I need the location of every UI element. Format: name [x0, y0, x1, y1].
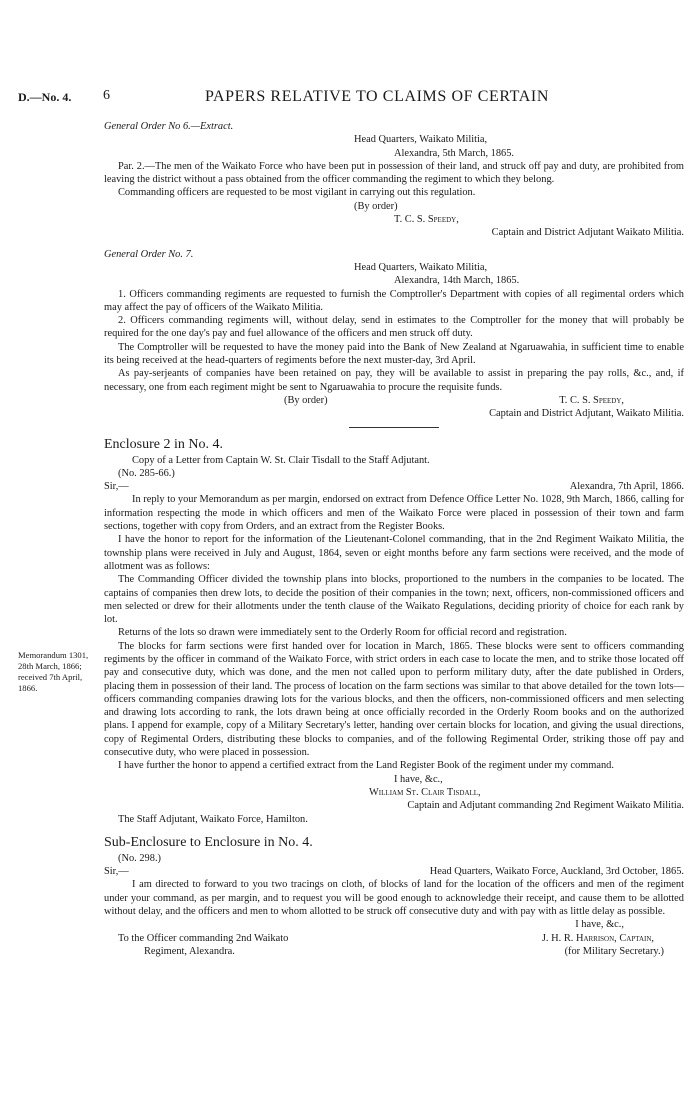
enclosure2-closing: I have, &c., — [394, 773, 443, 785]
running-header — [0, 88, 700, 108]
order7-p4: As pay-serjeants of companies have been retained on pay, they will be available to assist in preparing the pay rolls, &c., and, if necessary, one from each regiment might be sent to Ngaruawahia to procure the requisite funds. — [104, 368, 684, 393]
order7-heading: General Order No. 7. — [104, 248, 194, 260]
order7-hq-line2: Alexandra, 14th March, 1865. — [394, 275, 520, 287]
section-divider — [349, 427, 439, 428]
enclosure2-signer: William St. Clair Tisdall, — [369, 786, 481, 798]
order6-signer: T. C. S. Speedy, — [394, 214, 459, 226]
enclosure2-p2: I have the honor to report for the information of the Lieutenant-Colonel commanding, that in the 2nd Regiment Waikato Militia, the township plans were received in July and August, 1864, seven or eight months before any farm sections were received, and the mode of allotment was as follows: — [104, 534, 684, 572]
order7-hq-line1: Head Quarters, Waikato Militia, — [354, 261, 488, 273]
subenclosure-place-date: Head Quarters, Waikato Force, Auckland, 3rd October, 1865. — [429, 866, 684, 878]
subenclosure-addressee1: To the Officer commanding 2nd Waikato — [118, 932, 289, 944]
order6-signer-title: Captain and District Adjutant Waikato Militia. — [491, 227, 684, 239]
enclosure2-place-date: Alexandra, 7th April, 1866. — [569, 481, 684, 493]
enclosure2-number: (No. 285-66.) — [118, 467, 175, 479]
order6-by-order: (By order) — [354, 200, 398, 212]
document-reference: D.—No. 4. — [18, 90, 72, 104]
margin-note: Memorandum 1301, 28th March, 1866; received 7th April, 1866. — [18, 650, 89, 693]
enclosure2-title: Enclosure 2 in No. 4. — [104, 436, 223, 452]
subenclosure-title: Sub-Enclosure to Enclosure in No. 4. — [104, 834, 313, 850]
enclosure2-p3: The Commanding Officer divided the township plans into blocks, proportioned to the numbers in the companies to be located. The captains of companies then drew lots, to decide the position of their companies in the town; next, officers, non-commissioned officers and men selected or drew for their allotments under the tenth clause of the Waikato Regulations, deciding priority of choice for each rank by lot. — [104, 574, 684, 626]
subenclosure-signer-title: (for Military Secretary.) — [564, 945, 664, 957]
enclosure2-p4: Returns of the lots so drawn were immediately sent to the Orderly Room for official record and registration. — [118, 627, 567, 639]
subenclosure-addressee2: Regiment, Alexandra. — [144, 945, 235, 957]
enclosure2-addressee: The Staff Adjutant, Waikato Force, Hamilton. — [118, 813, 308, 825]
enclosure2-p6: I have further the honor to append a certified extract from the Land Register Book of the regiment under my command. — [118, 760, 614, 772]
order7-signer-title: Captain and District Adjutant, Waikato Militia. — [489, 408, 684, 420]
subenclosure-p1: I am directed to forward to you two tracings on cloth, of blocks of land for the location of the officers and men of the regiment under your command, as per margin, and to request you will be good enough to acknowledge their receipt, and cause them to be allotted without delay, and the officers and men to whom allotted to be struck off consecutive duty and with pay with as little delay as possible. — [104, 879, 684, 918]
order6-hq-line1: Head Quarters, Waikato Militia, — [354, 134, 488, 146]
subenclosure-closing: I have, &c., — [575, 919, 624, 931]
page-title: PAPERS RELATIVE TO CLAIMS OF CERTAIN — [205, 88, 549, 105]
order6-par3: Commanding officers are requested to be most vigilant in carrying out this regulation. — [118, 187, 476, 199]
subenclosure-salutation: Sir,— — [104, 866, 129, 878]
page-number: 6 — [103, 88, 110, 103]
order7-by-order: (By order) — [284, 394, 328, 406]
subenclosure-number: (No. 298.) — [118, 852, 161, 864]
enclosure2-p1: In reply to your Memorandum as per margin, endorsed on extract from Defence Office Letter No. 1028, 9th March, 1866, calling for information respecting the mode in which officers and men of the Waikato Force were placed in possession of their town and farm sections, together with copy from Orders, and an extract from the Register Books. — [104, 494, 684, 533]
order7-signer: T. C. S. Speedy, — [559, 394, 624, 406]
enclosure2-salutation: Sir,— — [104, 481, 129, 493]
document-body — [104, 120, 684, 958]
order6-par2: Par. 2.—The men of the Waikato Force who have been put in possession of their land, and struck off pay and duty, are prohibited from leaving the district without a pass obtained from the officer commanding the regiment to which they belong. — [104, 160, 684, 186]
order7-p3: The Comptroller will be requested to have the money paid into the Bank of New Zealand at Ngaruawahia, in sufficient time to enable its being received at the head-quarters of regiments before the next muster-day, 3rd April. — [104, 341, 684, 367]
order7-p2: 2. Officers commanding regiments will, without delay, send in estimates to the Comptroller for the money that will probably be required for the one day's pay and fuel allowance of the officers and men struck off duty. — [104, 315, 684, 340]
order7-p1: 1. Officers commanding regiments are requested to furnish the Comptroller's Department with copies of all regimental orders which may affect the pay of officers of the Waikato Militia. — [104, 288, 684, 313]
enclosure2-signer-title: Captain and Adjutant commanding 2nd Regiment Waikato Militia. — [407, 800, 684, 812]
order6-hq-line2: Alexandra, 5th March, 1865. — [394, 147, 515, 159]
subenclosure-signer: J. H. R. Harrison, Captain, — [541, 932, 654, 944]
enclosure2-p5: The blocks for farm sections were first handed over for location in March, 1865. These blocks were sent to officers commanding regiments by the officer in command of the Waikato Force, with strict orders in each case to locate the men, and to strike those located off pay and consecutive duty, which was done, and the men not called upon to perform military duty, after the date published in Orders, placing them in possession of their land. The process of location on the farm sections was similar to that above detailed for the town lots—officers commanding companies drawing lots for the various blocks, and then the officers, non-commissioned officers and men selecting and drawing lots according to rank, the lots drawn being at once officially recorded in the Orderly Room books and on the authorized plans. I append for example, copy of a Military Secretary's letter, handing over certain blocks for location, and giving the usual directions, copy of Regimental Orders, distributing these blocks to companies, and of the following Regimental Order, striking those off pay and consecutive duty, who were placed in possession. — [104, 640, 684, 759]
enclosure2-subtitle: Copy of a Letter from Captain W. St. Clair Tisdall to the Staff Adjutant. — [132, 454, 430, 466]
order6-heading: General Order No 6.—Extract. — [104, 121, 234, 132]
